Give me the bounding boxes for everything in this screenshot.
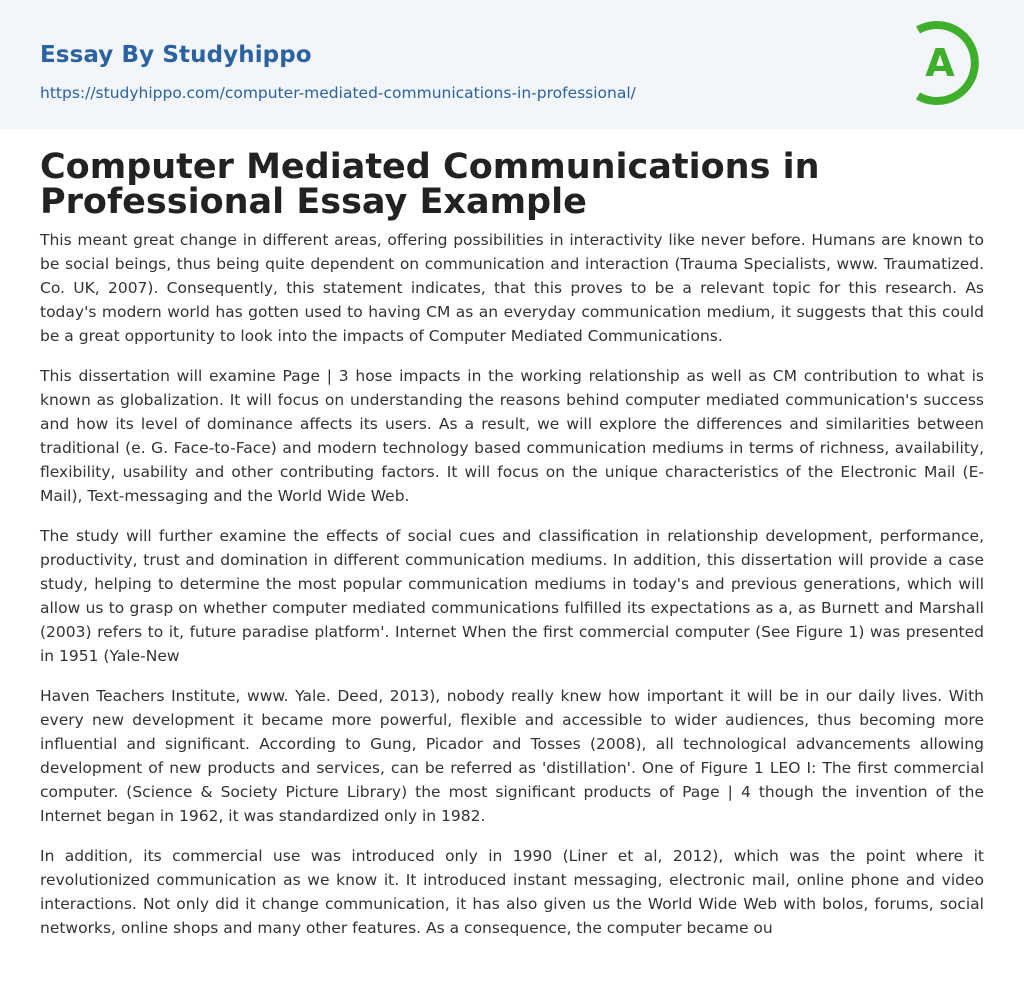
article-body — [40, 228, 984, 956]
article-paragraph-1: This meant great change in different areas, offering possibilities in interactivity like never before. Humans are known to be social beings, thus being quite dependent on communication and interaction (Trauma Specialists, www. Traumatized. Co. UK, 2007). Consequently, this statement indicates, that this proves to be a relevant topic for this research. As today's modern world has gotten used to having CM as an everyday communication medium, it suggests that this could be a great opportunity to look into the impacts of Computer Mediated Communications. — [40, 231, 984, 345]
article-paragraph-4: Haven Teachers Institute, www. Yale. Deed, 2013), nobody really knew how important it will be in our daily lives. With every new development it became more powerful, flexible and accessible to wider audiences, thus becoming more influential and significant. According to Gung, Picador and Tosses (2008), all technological advancements allowing development of new products and services, can be referred as 'distillation'. One of Figure 1 LEO I: The first commercial computer. (Science & Society Picture Library) the most significant products of Page | 4 though the invention of the Internet began in 1962, it was standardized only in 1982. — [40, 687, 984, 825]
article-paragraph-5: In addition, its commercial use was introduced only in 1990 (Liner et al, 2012), which was the point where it revolutionized communication as we know it. It introduced instant messaging, electronic mail, online phone and video interactions. Not only did it change communication, it has also given us the World Wide Web with bolos, forums, social networks, online shops and many other features. As a consequence, the computer became ou — [40, 847, 984, 937]
article-paragraph-3: The study will further examine the effects of social cues and classification in relationship development, performance, productivity, trust and domination in different communication mediums. In addition, this dissertation will provide a case study, helping to determine the most popular communication mediums in today's and previous generations, which will allow us to grasp on whether computer mediated communications fulfilled its expectations as a, as Burnett and Marshall (2003) refers to it, future paradise platform'. Internet When the first commercial computer (See Figure 1) was presented in 1951 (Yale-New — [40, 527, 984, 665]
article-title: Computer Mediated Communications in Professional Essay Example — [40, 147, 820, 222]
site-header — [0, 0, 1024, 129]
studyhippo-logo-icon[interactable] — [906, 18, 990, 108]
logo-letter: A — [925, 41, 955, 85]
article-paragraph-2: This dissertation will examine Page | 3 hose impacts in the working relationship as well as CM contribution to what is known as globalization. It will focus on understanding the reasons behind computer mediated communication's success and how its level of dominance affects its users. As a result, we will explore the differences and similarities between traditional (e. G. Face-to-Face) and modern technology based communication mediums in terms of richness, availability, flexibility, usability and other contributing factors. It will focus on the unique characteristics of the Electronic Mail (E-Mail), Text-messaging and the World Wide Web. — [40, 367, 984, 505]
site-brand[interactable]: Essay By Studyhippo — [40, 42, 312, 68]
source-url-link[interactable]: https://studyhippo.com/computer-mediated-communications-in-professional/ — [40, 84, 636, 102]
